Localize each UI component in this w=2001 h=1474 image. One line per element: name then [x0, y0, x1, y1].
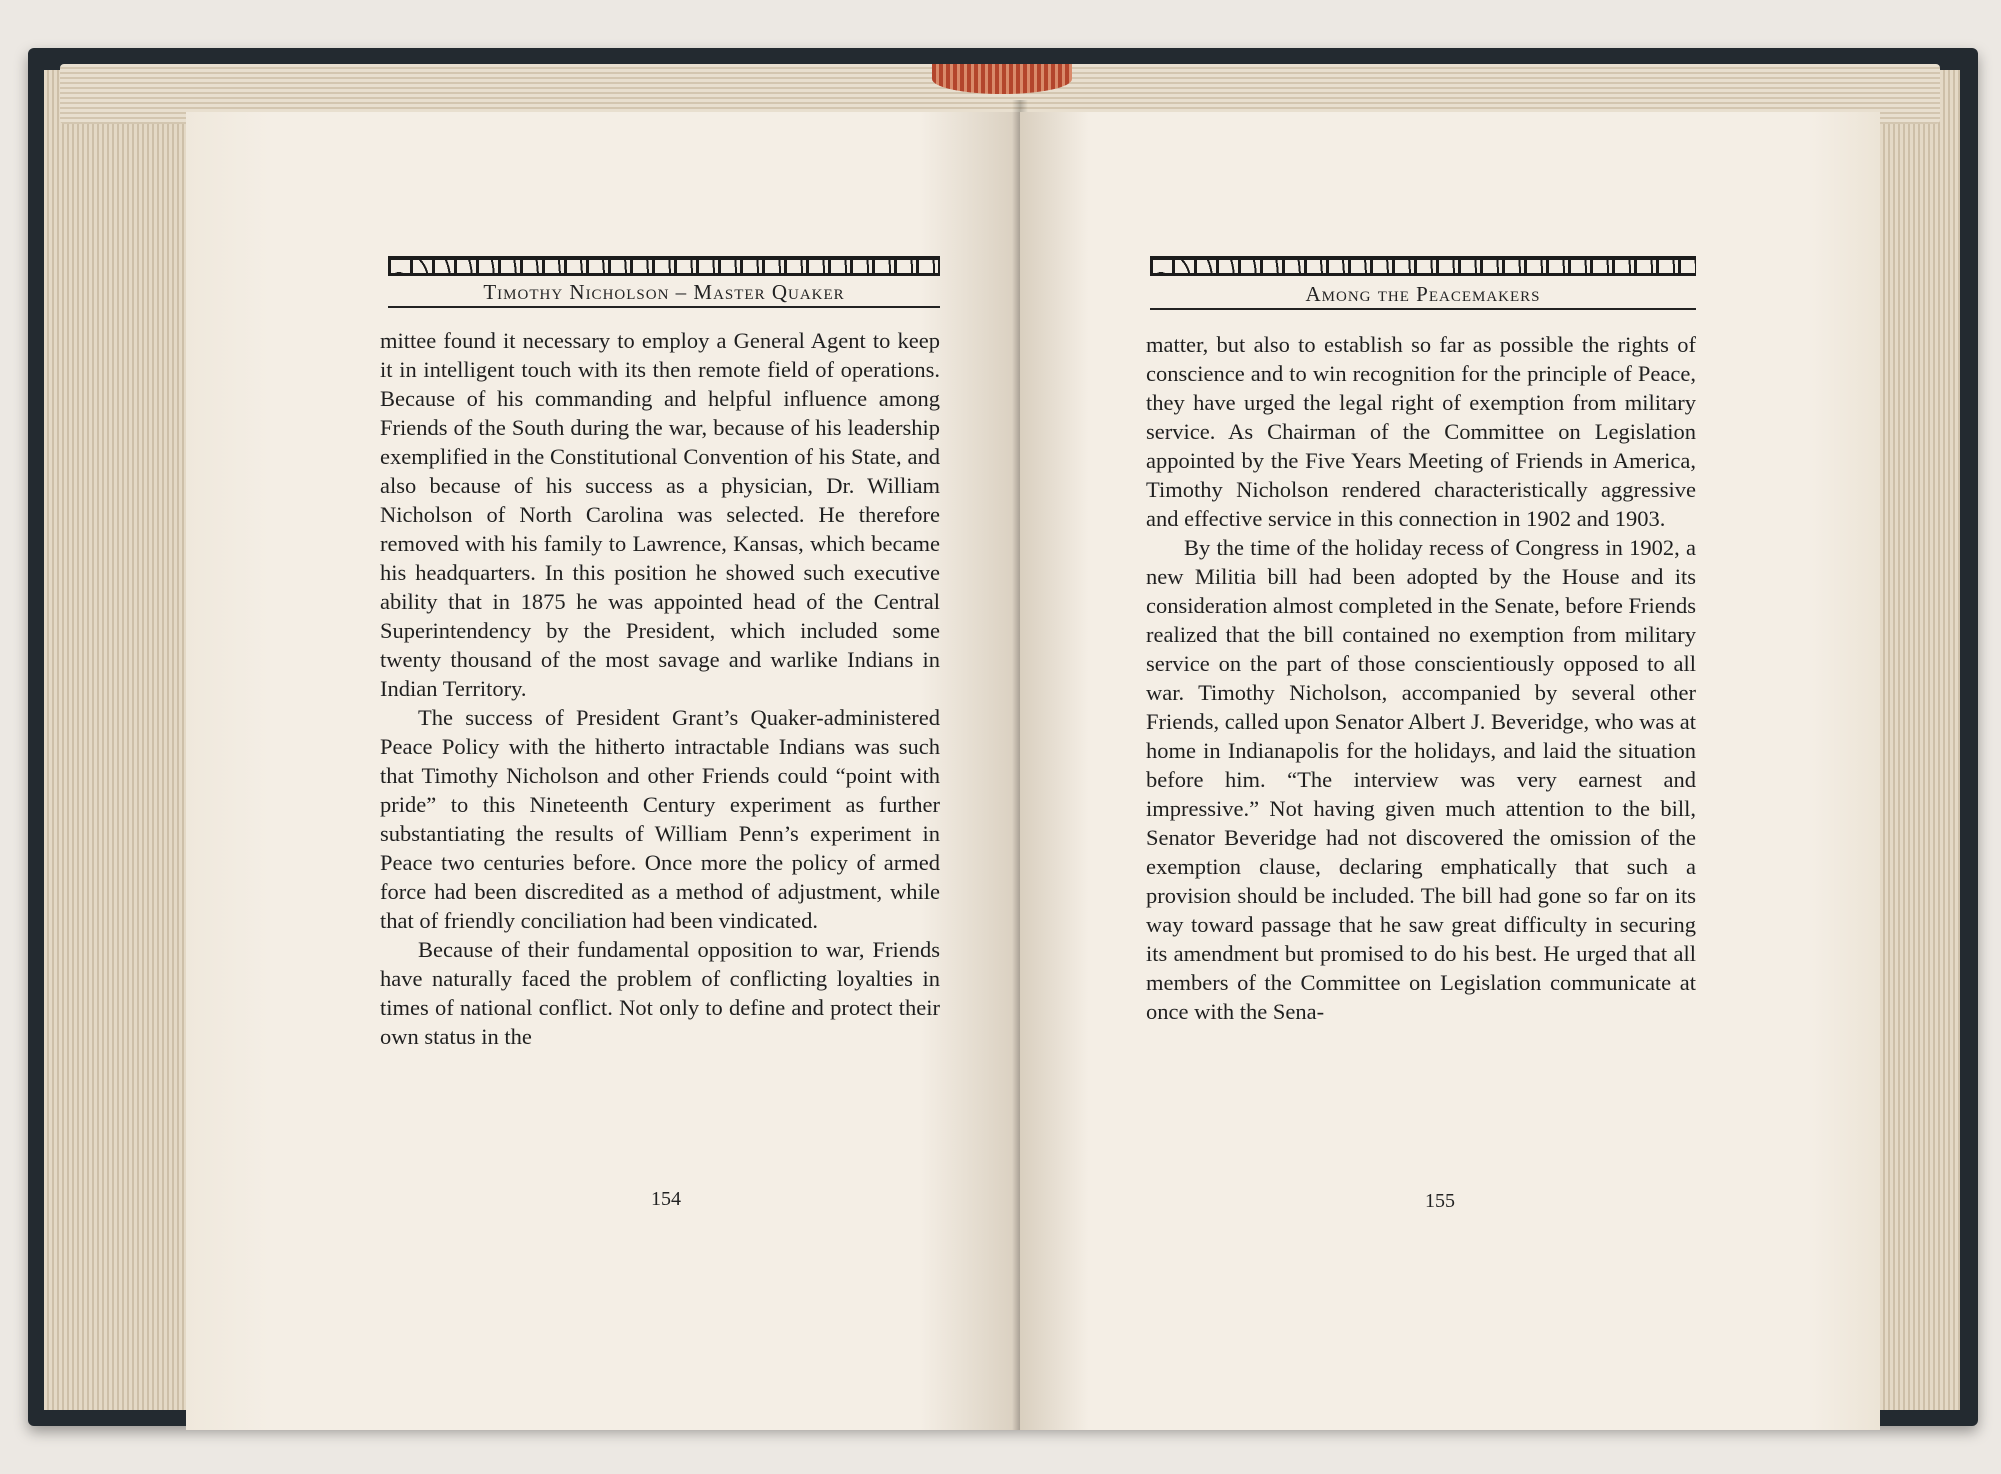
left-page	[186, 112, 1020, 1430]
right-page-number: 155	[1425, 1190, 1455, 1212]
right-ornamental-header	[1150, 256, 1696, 276]
left-ornamental-header	[388, 256, 940, 276]
right-running-head: Among the Peacemakers	[1150, 280, 1696, 310]
left-page-edges	[44, 70, 194, 1410]
left-paragraph-2: The success of President Grant’s Quaker-administered Peace Policy with the hitherto intractable Indians was such that Timothy Nicholson and other Friends could “point with pride” to this Nineteenth Century experiment as further substantiating the results of William Penn’s experiment in Peace two centuries before. Once more the policy of armed force had been discredited as a method of adjustment, while that of friendly conciliation had been vindicated.	[380, 705, 940, 933]
right-body-text	[1146, 330, 1696, 1026]
left-paragraph-3: Because of their fundamental opposition to war, Friends have naturally faced the problem of conflicting loyalties in times of national conflict. Not only to define and protect their own status in the	[380, 937, 940, 1049]
left-paragraph-1: mittee found it necessary to employ a General Agent to keep it in intelligent touch with its then remote field of operations. Because of his commanding and helpful influence among Friends of the South during the war, because of his leadership exemplified in the Constitutional Convention of his State, and also because of his success as a physician, Dr. William Nicholson of North Carolina was selected. He therefore removed with his family to Lawrence, Kansas, which became his headquarters. In this position he showed such executive ability that in 1875 he was appointed head of the Central Superintendency by the President, which included some twenty thousand of the most savage and warlike Indians in Indian Territory.	[380, 328, 940, 701]
left-page-number: 154	[651, 1188, 681, 1210]
right-page	[1020, 112, 1880, 1430]
left-body-text	[380, 326, 940, 1051]
left-running-head: Timothy Nicholson – Master Quaker	[388, 278, 940, 308]
book-headband	[932, 64, 1072, 94]
right-paragraph-2: By the time of the holiday recess of Congress in 1902, a new Militia bill had been adopted by the House and its consideration almost completed in the Senate, before Friends realized that the bill contained no exemption from military service on the part of those conscientiously opposed to all war. Timothy Nicholson, accompanied by several other Friends, called upon Senator Albert J. Beveridge, who was at home in Indianapolis for the holidays, and laid the situation before him. “The interview was very earnest and impressive.” Not having given much attention to the bill, Senator Beveridge had not discovered the omission of the exemption clause, declaring emphatically that such a provision should be included. The bill had gone so far on its way toward passage that he saw great difficulty in securing its amendment but promised to do his best. He urged that all members of the Committee on Legislation communicate at once with the Sena-	[1146, 535, 1696, 1024]
right-paragraph-1: matter, but also to establish so far as possible the rights of conscience and to win recognition for the principle of Peace, they have urged the legal right of exemption from military service. As Chairman of the Committee on Legislation appointed by the Five Years Meeting of Friends in America, Timothy Nicholson rendered characteristically aggressive and effective service in this connection in 1902 and 1903.	[1146, 332, 1696, 531]
